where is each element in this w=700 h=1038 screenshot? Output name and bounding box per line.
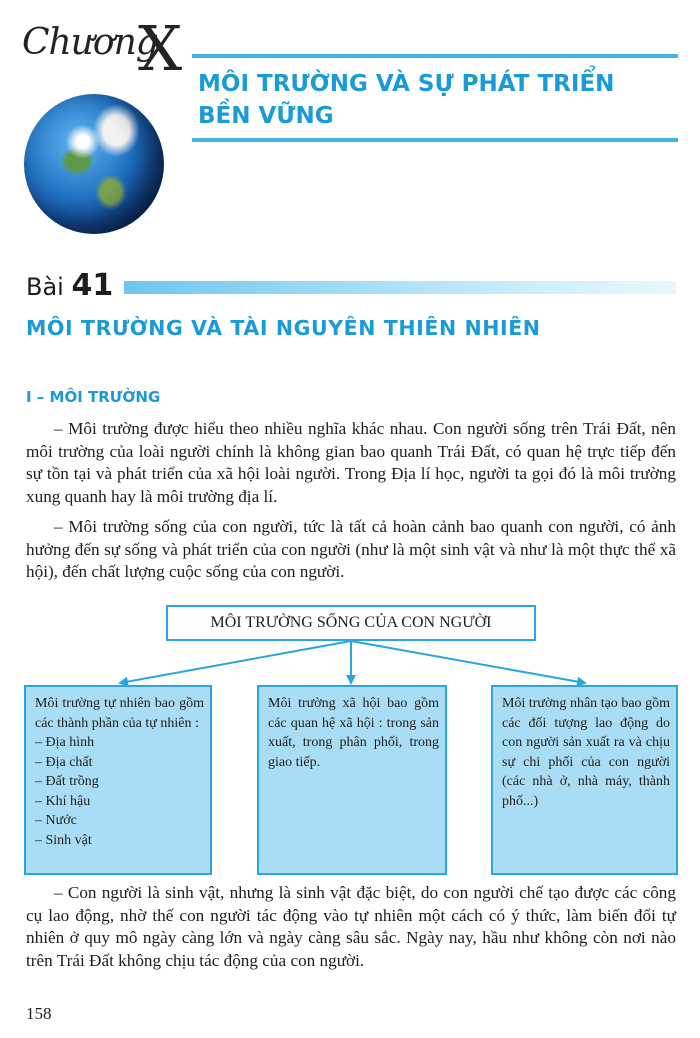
social-environment-box — [257, 685, 447, 875]
arrow-to-artificial — [351, 641, 585, 683]
natural-environment-box — [24, 685, 212, 875]
globe-image — [24, 94, 164, 234]
list-item: – Sinh vật — [35, 831, 204, 851]
list-item: – Nước — [35, 811, 204, 831]
chapter-rule-top — [192, 54, 678, 58]
lesson-number: 41 — [71, 268, 114, 303]
list-item: – Địa hình — [35, 733, 204, 753]
natural-environment-intro: Môi trường tự nhiên bao gồm các thành phần của tự nhiên : — [35, 696, 204, 731]
natural-environment-list — [35, 733, 204, 850]
chapter-rule-bottom — [192, 138, 678, 142]
artificial-environment-box — [491, 685, 678, 875]
artificial-environment-text: Môi trường nhân tạo bao gồm các đối tượng lao động do con người sản xuất ra và chịu sự chi phối của con người (các nhà ở, nhà máy, thành phố...) — [502, 696, 670, 809]
section-heading: I – MÔI TRƯỜNG — [26, 388, 161, 406]
diagram-root-box: MÔI TRƯỜNG SỐNG CỦA CON NGƯỜI — [166, 605, 536, 641]
lesson-heading — [26, 268, 113, 303]
lesson-bar — [124, 281, 676, 294]
list-item: – Đất trồng — [35, 772, 204, 792]
list-item: – Địa chất — [35, 753, 204, 773]
paragraph-1: – Môi trường được hiểu theo nhiều nghĩa khác nhau. Con người sống trên Trái Đất, nên môi trường của loài người chính là không gian bao quanh Trái Đất, có quan hệ trực tiếp đến sự tồn tại và phát triển của xã hội loài người. Trong Địa lí học, người ta gọi đó là môi trường xung quanh hay là môi trường địa lí. — [26, 419, 676, 506]
lesson-title: MÔI TRƯỜNG VÀ TÀI NGUYÊN THIÊN NHIÊN — [26, 316, 541, 340]
chapter-title: MÔI TRƯỜNG VÀ SỰ PHÁT TRIỂN BỀN VỮNG — [198, 71, 615, 129]
chapter-label: Chương — [22, 22, 158, 63]
paragraph-3: – Con người là sinh vật, nhưng là sinh vật đặc biệt, do con người chế tạo được các công cụ lao động, nhờ thế con người tác động vào tự nhiên một cách có ý thức, làm biến đổi tự nhiên ở quy mô ngày càng lớn và ngày càng sâu sắc. Ngày nay, hầu như không còn nơi nào trên Trái Đất không chịu tác động của con người. — [26, 883, 676, 970]
chapter-number: X — [138, 12, 183, 85]
list-item: – Khí hậu — [35, 792, 204, 812]
arrow-to-natural — [120, 641, 351, 683]
page-number: 158 — [26, 1004, 52, 1023]
social-environment-text: Môi trường xã hội bao gồm các quan hệ xã hội : trong sản xuất, trong phân phối, trong giao tiếp. — [268, 696, 439, 770]
paragraph-2: – Môi trường sống của con người, tức là tất cả hoàn cảnh bao quanh con người, có ảnh hưởng đến sự sống và phát triển của con người (như là một sinh vật và như là một thực thể xã hội), đến chất lượng cuộc sống của con người. — [26, 517, 676, 581]
lesson-label: Bài — [26, 273, 64, 301]
